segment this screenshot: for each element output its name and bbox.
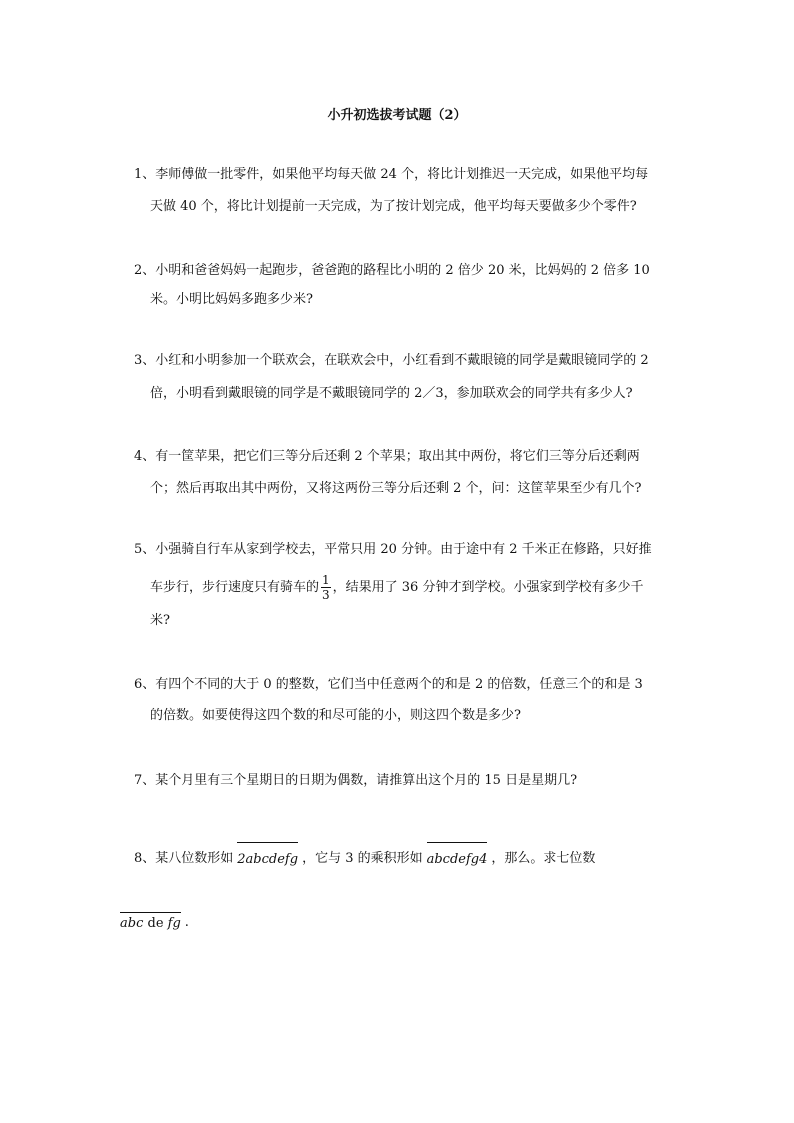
question-4-line-1: 4、有一筐苹果，把它们三等分后还剩 2 个苹果；取出其中两份，将它们三等分后还剩两 (134, 449, 640, 464)
number-abcdefg4: abcdefg4 (427, 842, 488, 875)
question-8-middle: ，它与 3 的乘积形如 (302, 851, 423, 866)
question-3-line-2: 倍，小明看到戴眼镜的同学是不戴眼镜同学的 2／3，参加联欢会的同学共有多少人? (150, 386, 633, 401)
question-5-line-2-end: ，结果用了 36 分钟才到学校。小强家到学校有多少千 (332, 580, 644, 595)
number-2abcdefg: 2abcdefg (237, 842, 298, 875)
question-5-line-2-start: 车步行，步行速度只有骑车的 (150, 580, 320, 595)
page-title: 小升初选拔考试题（2） (327, 108, 467, 123)
question-5-line-1: 5、小强骑自行车从家到学校去，平常只用 20 分钟。由于途中有 2 千米正在修路，只好推 (134, 542, 652, 557)
question-8-line-2 (120, 912, 189, 933)
fraction-one-third (321, 573, 331, 602)
question-2-line-1: 2、小明和爸爸妈妈一起跑步，爸爸跑的路程比小明的 2 倍少 20 米，比妈妈的 2 倍多 10 (134, 263, 650, 278)
question-5-line-3: 米? (150, 613, 170, 628)
question-6-line-2: 的倍数。如要使得这四个数的和尽可能的小，则这四个数是多少? (150, 708, 521, 723)
question-1-line-2: 天做 40 个，将比计划提前一天完成，为了按计划完成，他平均每天要做多少个零件? (150, 199, 637, 214)
question-8-end: ，那么。求七位数 (491, 851, 596, 866)
question-7-line-1: 7、某个月里有三个星期日的日期为偶数，请推算出这个月的 15 日是星期几? (134, 773, 578, 788)
fraction-denominator: 3 (322, 588, 330, 602)
question-3-line-1: 3、小红和小明参加一个联欢会，在联欢会中，小红看到不戴眼镜的同学是戴眼镜同学的 2 (134, 353, 649, 368)
fraction-numerator: 1 (322, 573, 330, 587)
question-1-line-1: 1、李师傅做一批零件，如果他平均每天做 24 个，将比计划推迟一天完成，如果他平均每 (134, 167, 649, 182)
question-8-start: 8、某八位数形如 (134, 851, 234, 866)
question-2-line-2: 米。小明比妈妈多跑多少米? (150, 292, 313, 307)
number-abcdefg: abc de fg (120, 912, 181, 933)
question-5-line-2 (150, 570, 643, 606)
question-8-period: . (184, 915, 189, 930)
question-4-line-2: 个；然后再取出其中两份，又将这两份三等分后还剩 2 个，问：这筐苹果至少有几个? (150, 481, 642, 496)
question-8-line-1 (134, 842, 595, 875)
question-6-line-1: 6、有四个不同的大于 0 的整数，它们当中任意两个的和是 2 的倍数，任意三个的和是 3 (134, 677, 643, 692)
